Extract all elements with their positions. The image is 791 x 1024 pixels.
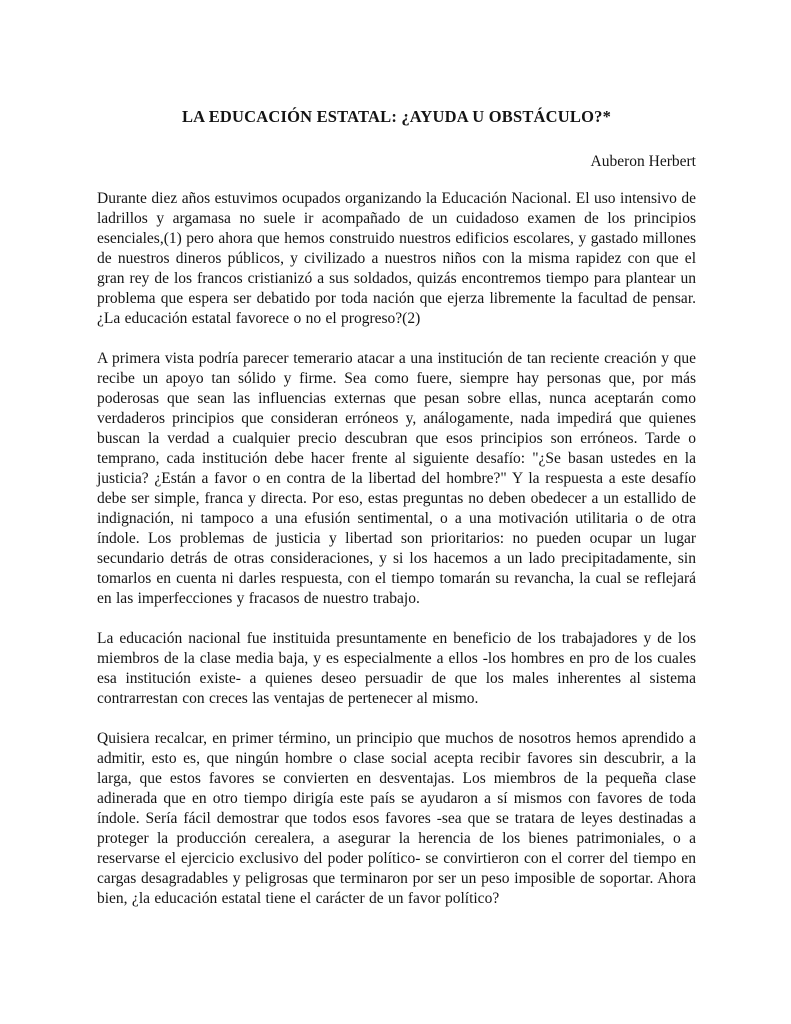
document-body [97, 189, 696, 909]
document-title: LA EDUCACIÓN ESTATAL: ¿AYUDA U OBSTÁCULO?* [181, 107, 612, 126]
paragraph: Durante diez años estuvimos ocupados organizando la Educación Nacional. El uso intensivo de ladrillos y argamasa no suele ir acompañado de un cuidadoso examen de los principios esenciales,(1) pero ahora que hemos construido nuestros edificios escolares, y gastado millones de nuestros dineros públicos, y civilizado a nuestros niños con la misma rapidez con que el gran rey de los francos cristianizó a sus soldados, quizás encontremos tiempo para plantear un problema que espera ser debatido por toda nación que ejerza libremente la facultad de pensar. ¿La educación estatal favorece o no el progreso?(2) [97, 190, 696, 327]
paragraph: La educación nacional fue instituida presuntamente en beneficio de los trabajadores y de los miembros de la clase media baja, y es especialmente a ellos -los hombres en pro de los cuales esa institución existe- a quienes deseo persuadir de que los males inherentes al sistema contrarrestan con creces las ventajas de pertenecer al mismo. [97, 630, 696, 707]
paragraph: A primera vista podría parecer temerario atacar a una institución de tan reciente creación y que recibe un apoyo tan sólido y firme. Sea como fuere, siempre hay personas que, por más poderosas que sean las influencias externas que pesan sobre ellas, nunca aceptarán como verdaderos principios que consideran erróneos y, análogamente, nada impedirá que quienes buscan la verdad a cualquier precio descubran que esos principios son erróneos. Tarde o temprano, cada institución debe hacer frente al siguiente desafío: "¿Se basan ustedes en la justicia? ¿Están a favor o en contra de la libertad del hombre?" Y la respuesta a este desafío debe ser simple, franca y directa. Por eso, estas preguntas no deben obedecer a un estallido de indignación, ni tampoco a una efusión sentimental, o a una motivación utilitaria o de otra índole. Los problemas de justicia y libertad son prioritarios: no pueden ocupar un lugar secundario detrás de otras consideraciones, y si los hacemos a un lado precipitadamente, sin tomarlos en cuenta ni darles respuesta, con el tiempo tomarán su revancha, la cual se reflejará en las imperfecciones y fracasos de nuestro trabajo. [97, 350, 696, 607]
document-author: Auberon Herbert [590, 153, 696, 170]
document-content [97, 106, 696, 909]
paragraph: Quisiera recalcar, en primer término, un principio que muchos de nosotros hemos aprendido a admitir, esto es, que ningún hombre o clase social acepta recibir favores sin descubrir, a la larga, que estos favores se convierten en desventajas. Los miembros de la pequeña clase adinerada que en otro tiempo dirigía este país se ayudaron a sí mismos con favores de toda índole. Sería fácil demostrar que todos esos favores -sea que se tratara de leyes destinadas a proteger la producción cerealera, a asegurar la herencia de los bienes patrimoniales, o a reservarse el ejercicio exclusivo del poder político- se convirtieron con el correr del tiempo en cargas desagradables y peligrosas que terminaron por ser un peso imposible de soportar. Ahora bien, ¿la educación estatal tiene el carácter de un favor político? [97, 730, 696, 907]
